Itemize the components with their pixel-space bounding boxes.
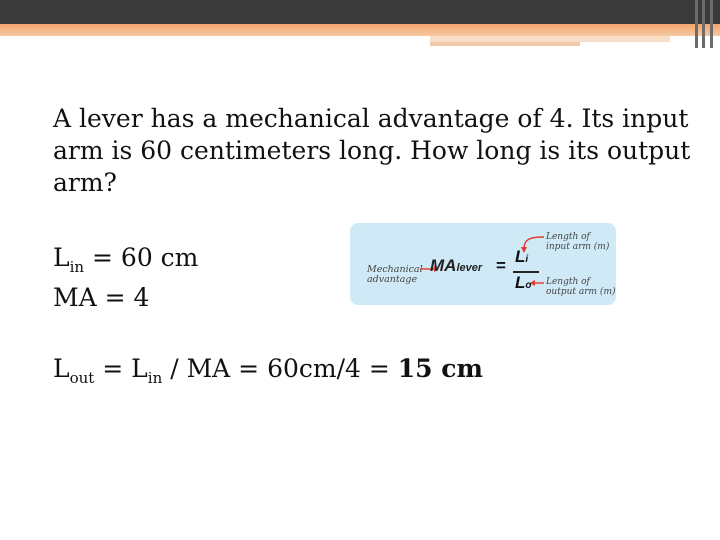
len-out-line-2: output arm (m) [546, 287, 616, 297]
len-out-line-1: Length of [546, 277, 590, 287]
denominator [515, 273, 532, 293]
formula-image [350, 223, 616, 305]
numerator [515, 247, 528, 267]
lin-value: = 60 cm [84, 243, 199, 272]
given-ma: MA = 4 [53, 283, 150, 312]
mech-line-1: Mechanical [367, 264, 423, 275]
lin-subscript-2: in [147, 369, 163, 387]
len-in-line-2: input arm (m) [546, 242, 610, 252]
numerator-subscript: i [525, 254, 529, 265]
solution-answer: 15 cm [397, 354, 483, 383]
accent-stripe [0, 24, 720, 36]
ma-subscript: lever [456, 262, 483, 274]
accent-stripe-light-2 [430, 42, 580, 46]
ma-symbol [430, 256, 482, 276]
given-input-length [53, 243, 199, 276]
len-in-line-1: Length of [546, 232, 590, 242]
eq-mid: = L [94, 354, 148, 383]
question-text: A lever has a mechanical advantage of 4. Its input arm is 60 centimeters long. How long is its output arm? [53, 104, 691, 197]
denominator-letter: L [515, 273, 526, 292]
lout-subscript: out [69, 369, 95, 387]
corner-line [695, 0, 698, 48]
corner-line [702, 0, 705, 48]
lin-letter: L [53, 243, 70, 272]
lout-letter: L [53, 354, 70, 383]
equals-sign: = [496, 256, 506, 275]
solution-line [53, 354, 483, 387]
mech-line-2: advantage [367, 274, 418, 285]
solution-rest: / MA = 60cm/4 = [162, 354, 398, 383]
title-bar-decoration [0, 0, 720, 24]
corner-line [710, 0, 713, 48]
numerator-letter: L [515, 247, 526, 266]
input-arm-label [546, 232, 609, 252]
output-arm-label [546, 277, 616, 297]
denominator-subscript: o [525, 280, 532, 291]
lin-subscript: in [69, 258, 85, 276]
ma-text: MA [430, 256, 457, 275]
